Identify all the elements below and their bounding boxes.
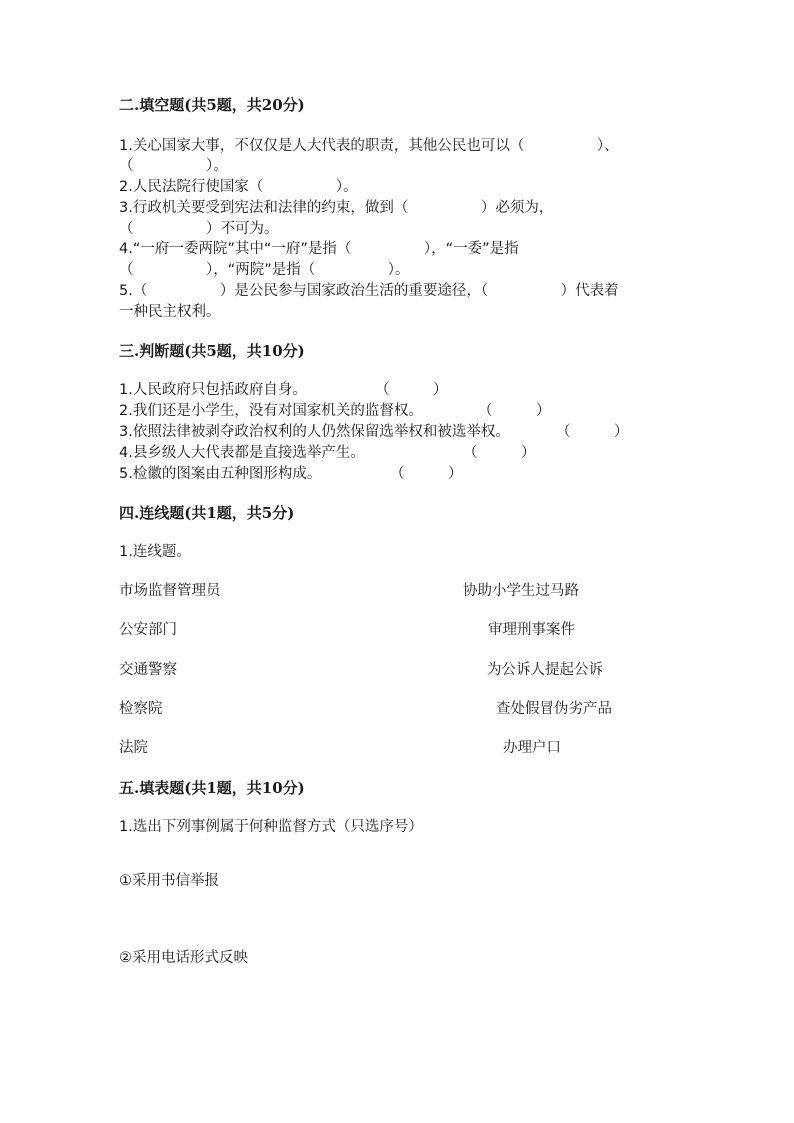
judge-item-blank: （ ）: [375, 382, 448, 398]
match-left-item: 市场监督管理员: [119, 583, 221, 599]
fill-blank-line: （ ）。: [119, 158, 228, 174]
match-prompt: 1.连线题。: [119, 544, 191, 560]
fill-blank-line: 3.行政机关要受到宪法和法律的约束，做到（ ）必须为，: [119, 200, 554, 216]
match-right-item: 审理刑事案件: [488, 622, 575, 638]
match-right-item: 办理户口: [503, 740, 561, 756]
match-left-item: 公安部门: [119, 622, 177, 638]
judge-item-text: 4.县乡级人大代表都是直接选举产生。: [119, 445, 365, 461]
table-prompt: 1.选出下列事例属于何种监督方式（只选序号）: [119, 819, 423, 835]
section-heading-table: 五.填表题(共1题，共10分): [119, 779, 305, 797]
fill-blank-line: 4.“一府一委两院”其中“一府”是指（ ），“一委”是指: [119, 241, 519, 257]
fill-blank-line: 5.（ ）是公民参与国家政治生活的重要途径，（ ）代表着: [119, 283, 619, 299]
match-right-item: 查处假冒伪劣产品: [496, 701, 612, 717]
judge-item-text: 5.检徽的图案由五种图形构成。: [119, 466, 322, 482]
fill-blank-line: （ ），“两院”是指（ ）。: [119, 262, 410, 278]
fill-blank-line: 2.人民法院行使国家（ ）。: [119, 179, 358, 195]
match-right-item: 协助小学生过马路: [463, 583, 579, 599]
judge-item-blank: （ ）: [390, 466, 463, 482]
match-left-item: 检察院: [119, 701, 163, 717]
match-left-item: 交通警察: [119, 662, 177, 678]
judge-item-text: 3.依照法律被剥夺政治权利的人仍然保留选举权和被选举权。: [119, 424, 510, 440]
fill-blank-line: 1.关心国家大事，不仅仅是人大代表的职责，其他公民也可以（ ）、: [119, 138, 619, 154]
fill-blank-line: （ ）不可为。: [119, 221, 279, 237]
fill-blank-line: 一种民主权利。: [119, 304, 221, 320]
match-left-item: 法院: [119, 740, 148, 756]
judge-item-text: 1.人民政府只包括政府自身。: [119, 382, 307, 398]
match-right-item: 为公诉人提起公诉: [487, 662, 603, 678]
section-heading-fill-blank: 二.填空题(共5题，共20分): [119, 96, 305, 114]
section-heading-judge: 三.判断题(共5题，共10分): [119, 342, 305, 360]
judge-item-blank: （ ）: [556, 424, 629, 440]
section-heading-match: 四.连线题(共1题，共5分): [119, 504, 295, 522]
table-item: ②采用电话形式反映: [119, 950, 248, 966]
judge-item-blank: （ ）: [463, 445, 536, 461]
judge-item-text: 2.我们还是小学生，没有对国家机关的监督权。: [119, 403, 423, 419]
judge-item-blank: （ ）: [478, 403, 551, 419]
table-item: ①采用书信举报: [119, 873, 219, 889]
